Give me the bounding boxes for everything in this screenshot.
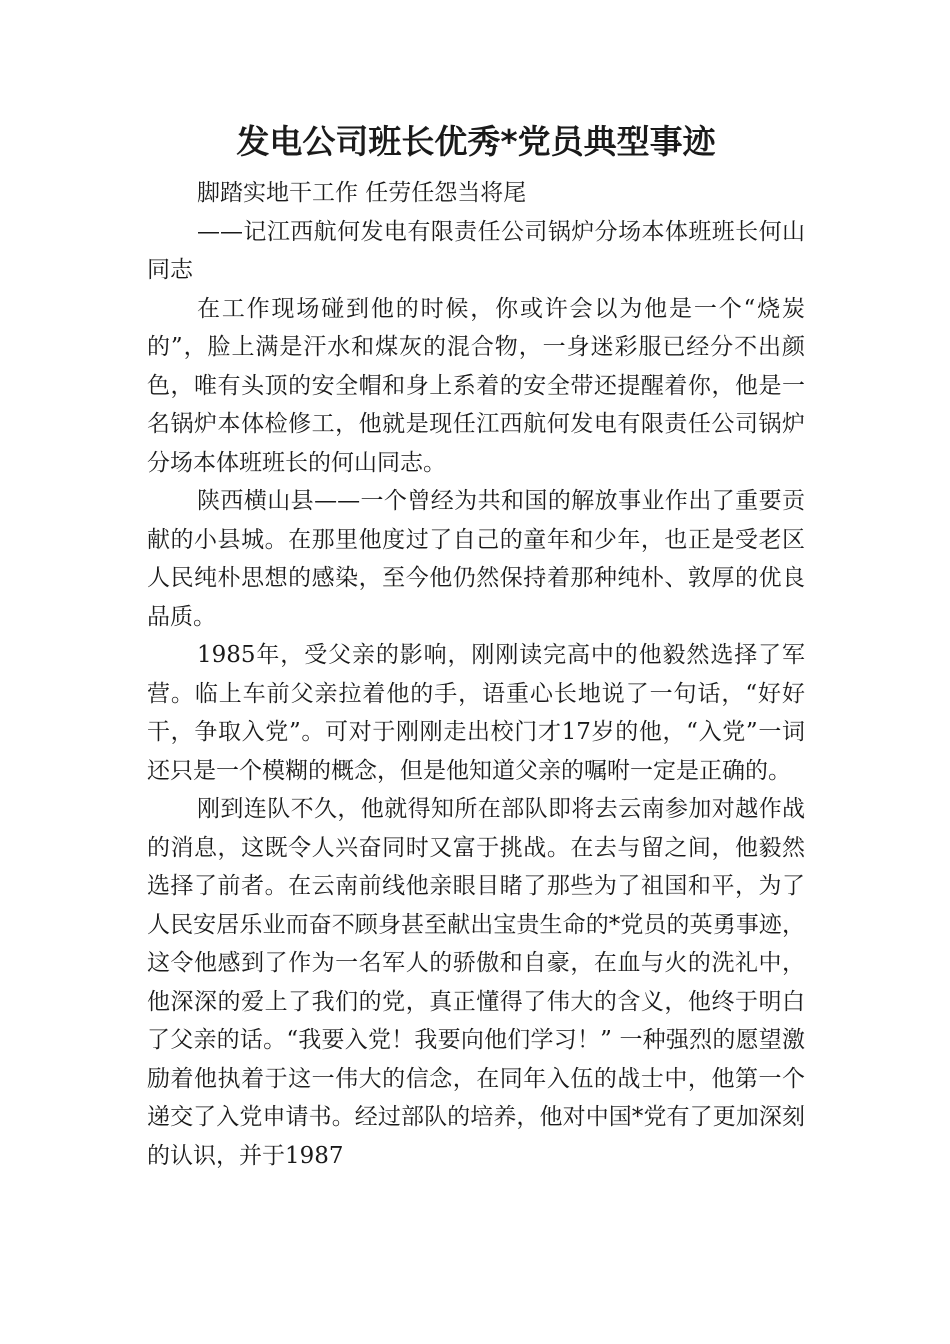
- paragraph: 刚到连队不久，他就得知所在部队即将去云南参加对越作战的消息，这既令人兴奋同时又富于挑战。在去与留之间，他毅然选择了前者。在云南前线他亲眼目睹了那些为了祖国和平，为了人民安居乐业而奋不顾身甚至献出宝贵生命的*党员的英勇事迹，这令他感到了作为一名军人的骄傲和自豪，在血与火的洗礼中，他深深的爱上了我们的党，真正懂得了伟大的含义，他终于明白了父亲的话。“我要入党！我要向他们学习！” 一种强烈的愿望激励着他执着于这一伟大的信念，在同年入伍的战士中，他第一个递交了入党申请书。经过部队的培养，他对中国*党有了更加深刻的认识，并于1987: [147, 796, 805, 1169]
- document-page: [147, 118, 805, 1175]
- paragraph: 1985年，受父亲的影响，刚刚读完高中的他毅然选择了军营。临上车前父亲拉着他的手，语重心长地说了一句话，“好好干，争取入党”。可对于刚刚走出校门才17岁的他，“入党”一词还只是一个模糊的概念，但是他知道父亲的嘱咐一定是正确的。: [147, 642, 805, 784]
- document-subtitle-byline: ——记江西航何发电有限责任公司锅炉分场本体班班长何山同志: [147, 218, 805, 283]
- document-title: 发电公司班长优秀*党员典型事迹: [236, 122, 716, 161]
- paragraph: 陕西横山县——一个曾经为共和国的解放事业作出了重要贡献的小县城。在那里他度过了自己的童年和少年，也正是受老区人民纯朴思想的感染，至今他仍然保持着那种纯朴、敦厚的优良品质。: [147, 488, 805, 630]
- paragraph: 在工作现场碰到他的时候，你或许会以为他是一个“烧炭的”，脸上满是汗水和煤灰的混合物，一身迷彩服已经分不出颜色，唯有头顶的安全帽和身上系着的安全带还提醒着你，他是一名锅炉本体检修工，他就是现任江西航何发电有限责任公司锅炉分场本体班班长的何山同志。: [147, 295, 805, 476]
- document-subtitle-main: 脚踏实地干工作 任劳任怨当将尾: [197, 180, 527, 206]
